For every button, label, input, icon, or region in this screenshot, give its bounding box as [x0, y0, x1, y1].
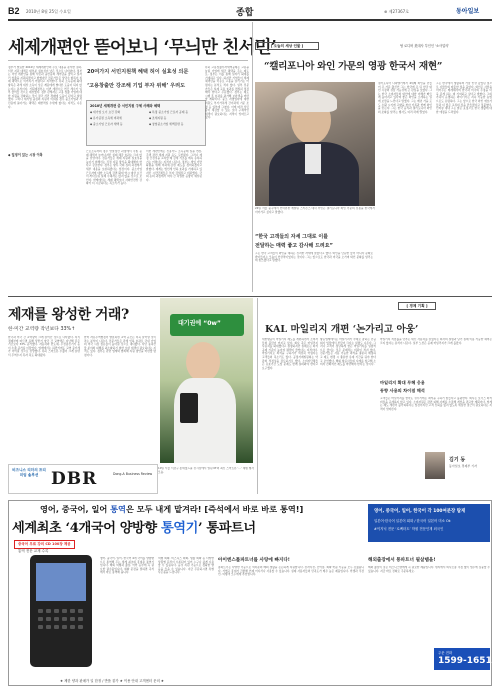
- interview-quote-headline-1: “한국 고객들의 자세 그대로 이를: [255, 234, 329, 240]
- device-key: [62, 617, 67, 621]
- translator-device-image: [30, 555, 92, 667]
- phone-ad-caption: 10일 서울 서초구 롯데월드몰 전시장에서 열린 KT의 최신 스마트폰 ‘...’ 체험 행사 모습.: [158, 467, 254, 474]
- edition-number: ⊕ 제27367호: [384, 9, 410, 14]
- ad-phone-number: 1599-1651: [438, 656, 492, 666]
- model-face: [186, 342, 220, 382]
- divider: [8, 60, 248, 61]
- ad-body-column-3: 통파트너는 다양한 기능으로 여러분의 해외 생활을 든든하게 지원합니다. 전자사전, 단어장, 회화 학습 기능을 모두 갖췄습니다. 가볍고 휴대가 간편해 언제 어디서나 사용할 수 있습니다. 실제 사용자들의 만족도가 매우 높은 제품입니다. 학생과 직장인, 여행객 모두에게 추천합니다.: [218, 566, 364, 577]
- ad-sub-label: 통역 전문 교재 수록: [18, 549, 49, 553]
- phone-ad-photo: [160, 298, 253, 463]
- info-item: ◆ 특정 중소기업 근로자 공제 등: [149, 110, 189, 114]
- econ-body-column-2: 항공업계에서는 마일리지가 부채로 잡히는 만큼 회사 입장에서 부담이 크다는 설명도 나온다. 그러나 고객이 정당하게 쌓은 마일리지를 일방적으로 줄이는 것은 문제라는 비판이 적지 않다. 전문가들은 사용 가능한 좌석을 충분히 배정하고 제도 변경 시 충분한 유예 기간을 둬야 한다고 조언했다. 해외 항공사들의 사례를 참고해 소비자 친화적인 제도를 마련해야 한다는 것이다.: [320, 338, 376, 367]
- info-item: ◆ 조세지원 등: [149, 116, 167, 120]
- second-headline: 제재를 왕성한 거래?: [8, 307, 129, 323]
- phone-device: [180, 393, 198, 423]
- lead-body-column-2: 근로소득자의 경우 연말정산 과정에서 각종 공제 혜택이 늘어나지만 실제 체감 효과는 크지 않을 전망이다. 전문가들은 세제 지원의 실효성을 높이기 위해서는 직접 지원 방식을 확대해야 한다고 강조한다. 정부는 향후 국회 심의 과정에서 세부 내용을 보완하겠다는 입장이다. 중소기업 근로자에 대한 소득세 감면 확대 역시 대상 요건이 까다로워 실제 수혜자는 많지 않을 것으로 보인다. 학계에서는 세제 혜택보다 사회안전망 강화가 더 시급하다는 목소리가 높다.: [86, 150, 142, 186]
- interview-photo: [255, 82, 375, 206]
- device-key: [46, 625, 51, 629]
- column-divider: [252, 22, 253, 292]
- ad-feature-1: 영어, 중국어, 일어, 한국어 각 100여분장 탑재: [374, 509, 466, 514]
- device-key: [62, 625, 67, 629]
- ad-body-column-4: 해외 출장이 잦은 비즈니스맨에게 꼭 필요한 제품입니다. 현지에서 의사소통 걱정 없이 업무에 집중할 수 있습니다. 지금 바로 전화로 주문하세요.: [368, 566, 490, 573]
- info-box-title: 2010년 세제개편 중 서민지원 구체 사례와 혜택: [90, 104, 161, 108]
- ad-feature-3: #이지닉 전문 ‘로팩터트’ 학원 전문인재 외국인: [374, 527, 444, 531]
- info-item: ◆ 중소기업 근로자 세액 등: [90, 122, 123, 126]
- newspaper-logo: 동아일보: [456, 8, 480, 15]
- person-shirt: [305, 144, 321, 174]
- ad-promo-1: 아이엔스툴파트너를 사랑에 빠지다!: [218, 558, 290, 563]
- device-key: [54, 609, 59, 613]
- dbr-tagline: 비즈니스 리더의 프리미엄 솔루션: [12, 468, 46, 477]
- device-key: [62, 609, 67, 613]
- second-body-column-2: 한미 자유무역협정이 발효되면 교역 규모는 더욱 늘어날 것이라는 분석이 나온다. 전문가들은 관세 인하 효과로 국내 기업의 미국 시장 점유율이 높아질 것으로 내다봤다. 다만 농축산물 분야의 피해를 최소화하기 위한 보완 대책이 필요하다는 지적도 있다. 정부는 관련 업계와 협의해 지원 방안을 마련할 방침이다.: [84, 336, 156, 357]
- dbr-name: Dong-A Business Review: [113, 472, 153, 476]
- device-key: [38, 617, 43, 621]
- column-divider: [257, 298, 258, 494]
- lead-body-column-3: 이번 개편안에는 신용카드 소득공제 일몰 연장, 주택 관련 세제 지원 등도 포함됐다. 그러나 재정 건전성을 고려할 때 감세 기조를 계속 유지하기는 어렵다는 지적이 나온다. 정부는 세입 기반 확충을 위해 비과세·감면 제도를 정비하겠다고 밝혔다. 재계는 법인세 인하 효과를 기대하고 있지만 시민단체들은 부자 감세라고 비판했다. 국회 논의 과정에서 여야 간 치열한 공방이 예상된다.: [146, 150, 202, 182]
- ad-phone-box[interactable]: [434, 648, 490, 670]
- econ-body-column-3: 마일리지 적립률을 낮추는 대신 사용처를 늘렸다는 회사의 설명과 달리 실제 이용 가능한 혜택은 크지 않다는 분석이 나온다. 일부 노선은 공제 마일리지가 크게 올랐다.: [380, 338, 492, 345]
- ad-footer: ★ 제한 양과 판매가 일 한정 / 반품 불가 ★ 이용 안내 고객센터 문의 ★: [60, 679, 164, 683]
- lead-subhead-1: 20여가지 서민지원책 혜택 허이 실효성 의문: [87, 69, 189, 75]
- author-name: 김기 동: [449, 457, 466, 463]
- device-key: [70, 609, 75, 613]
- dbr-logo: DBR: [51, 469, 98, 489]
- device-key: [46, 617, 51, 621]
- device-key: [54, 625, 59, 629]
- ad-phone-label: 주문 전화: [438, 651, 453, 655]
- interview-body-column-3: 그는 한국 고객들이 와인을 대하는 진지한 자세에 놀랐다고 했다. 와인을 단순한 술이 아니라 문화로 받아들이는 모습이 인상적이었다는 것이다. 그는 앞으로도 한국과 미국을 오가며 와인 문화를 알리는 데 힘쓰겠다고 말했다.: [255, 252, 373, 263]
- page-number: B2: [8, 6, 20, 16]
- author-photo: [425, 452, 445, 479]
- second-body-column-1: 한국과 미국 간 교역량이 크게 늘어난 것으로 나타났다. 지식경제부에 따르면 올해 상반기 양국 간 교역액은 지난해 같은 기간보다 33% 증가했다. 자동차와 반도체, 무선통신기기 등이 수출 증가를 이끌었다. 업계에서는 하반기에도 교역 증가세가 이어질 것으로 전망했다. 특히 스마트폰 수출이 크게 늘면서 무역수지 흑자 폭도 확대됐다.: [8, 336, 80, 357]
- interview-quote-headline-2: 전달하는 매력 좋고 감사해 드려요”: [255, 243, 333, 249]
- device-key: [78, 617, 83, 621]
- ad-bonus-label: 중국어 무료 강의 CD 100장 제공: [14, 540, 75, 549]
- ad-headline: 세계최초 ‘4개국어 양방향 통역기’ 통파트너: [12, 521, 256, 536]
- device-key: [46, 609, 51, 613]
- device-key: [54, 617, 59, 621]
- lead-body-column-4: 특히 고용창출투자세액공제는 고용을 늘린 기업에 세금 혜택을 주는 제도로, 정부는 이를 통해 일자리 확대를 기대하고 있다. 하지만 기업들이 세제 혜택만을 이유로 고용을 늘리기는 어렵다는 분석도 적지 않다. 일부 전문가들은 실제 고용 효과를 면밀히 점검해야 한다고 주문했다. 정부는 제도 시행 후 효과를 평가해 보완책을 마련할 계획이다. 중소 자영업자에 대한 지원도 부가가치세 간이과세 기준 조정 등 일부에 그쳤다. 이에 따라 서민층이 체감할 수 있는 보다 구체적인 대책이 필요하다는 지적이 잇따르고 있다.: [205, 66, 249, 120]
- econ-section-tag: [ 경제 기획 ]: [398, 302, 436, 310]
- econ-section-head-2: 동향 사용의 차이점 해석: [380, 388, 425, 393]
- device-screen: [36, 563, 86, 601]
- interview-section-tag: [ 오늘의 세상 인물 ]: [255, 42, 319, 50]
- interview-body-column-1: 캘리포니아 나파밸리에서 4대째 와인을 만들어 온 가문 출신인 그는 한국에 온 뒤 한국 와인 시장의 성장 가능성에 큰 관심을 보였다. 그는 한국 소비자들의 와인에 대한 이해가 빠르게 높아지고 있다며 좋은 와인을 소개하는 일에 보람을 느낀다고 말했다. 그는 매년 가을 포도 수확 시기에 고향을 찾아 가족과 함께 와인을 만든다. 그는 한국 음식과 캘리포니아 와인의 조화를 알리는 행사도 여러 차례 열었다.: [378, 82, 432, 114]
- interview-subtitle: 팀 로디버 美대사 부인인 ‘소사업의’: [400, 44, 450, 48]
- interview-body-column-2: 그는 한국에서 생활하며 가장 인상 깊었던 점으로 사람들의 따뜻한 정을 꼽았다. 와인은 사람을 이어주는 매개체라며 한국과 미국의 우정을 더욱 깊게 하는 데 기여하고 싶다고 밝혔다. 그의 가족이 운영하는 와이너리는 지속 가능한 농법으로도 유명하다. 그는 앞으로 한국 와인 애호가들과 더 많은 교류의 장을 만들겠다고 덧붙였다. 인터뷰 내내 그는 밝은 표정으로 한국 생활에 대한 애정을 드러냈다.: [436, 82, 492, 114]
- lead-headline: 세제개편안 뜯어보니 ‘무늬만 친서민’: [8, 38, 277, 58]
- ad-body-column-1: 영어, 중국어, 일어, 한국어 4개 국어를 양방향으로 통역해 주는 세계 최초의 휴대용 통역기입니다. 해외 여행과 출장, 어학 공부에 꼭 필요한 필수품입니다. 회화 문장을 말하면 즉석에서 바로 통역해 줍니다.: [100, 557, 154, 575]
- dbr-ad-box[interactable]: [8, 464, 158, 494]
- header-rule: [8, 19, 492, 21]
- device-key: [70, 625, 75, 629]
- info-item: ◆ 대기업 오너 요건 강화: [90, 110, 121, 114]
- device-key: [70, 617, 75, 621]
- device-key: [78, 625, 83, 629]
- section-title: 종합: [236, 8, 254, 18]
- second-subhead: 한·미간 교역량 작년보다 33%↑: [8, 327, 76, 332]
- photo-sign-text: 대기권에 “0w”: [178, 320, 221, 327]
- device-key: [38, 625, 43, 629]
- lead-body-column-1: 정부가 발표한 2010년 세제개편안의 주요 내용을 분석한 결과, 서민 지원 대책은 대부분 실효성이 낮은 것으로 나타났다. 정부는 이번 개편안을 통해 서민과 중산층의 세부담을 줄이고 일자리 창출을 지원하겠다고 밝혔지만 전문가들은 상당수 항목이 실제 혜택으로 이어지기 어렵다고 지적한다. 특히 소득공제 확대 항목은 과세 대상 소득이 낮은 계층에게 별다른 도움이 되지 않는다는 분석이다. 기획재정부는 이번 개편으로 연간 세수가 일부 줄어들 것으로 예상했다. 정부 관계자는 고용 창출 기업에 대한 지원을 강화하는 것이 결국 서민 경제에 도움이 된다고 설명했다. 그러나 대기업 중심의 지원이 이뤄질 경우 중소기업과 서민층에 돌아가는 혜택은 제한적일 수밖에 없다는 지적도 나온다.: [8, 66, 82, 109]
- econ-body-column-4: 고객들은 마일리지를 쌓아도 성수기에는 좌석을 구하기 힘들다고 불평한다. 회사는 보너스 좌석 비율을 공개하지 않고 있다. 소비자원은 관련 피해 사례를 수집해 개선을 권고할 계획이다. 업계는 제도 개편이 불가피하다는 입장이지만 고객 신뢰를 잃지 않도록 세심한 접근이 필요하다는 지적이 잇따른다.: [380, 397, 492, 411]
- interview-headline: “캘리포니아 와인 가문의 영광 한국서 재현”: [264, 61, 443, 72]
- econ-section-head-1: 마일리지 확대 무혜 응용: [380, 380, 425, 385]
- lead-box-label: ◆ 일정이 있는 시장 이목: [8, 153, 43, 157]
- person-hair: [285, 90, 337, 112]
- econ-body-column-1: 대한항공이 마일리지 제도를 개편하면서 소비자들의 불만이 커지고 있다. 회사 측은 마일리지 사용처를 확대했다고 설명하지만 실제로는 좌석 공제 기준이 높아져 혜택이 줄었다는 지적이다. 마일리지로 좌석을 구하기가 여전히 어렵다는 고객들의 목소리도 많다. 공정거래위원회는 약관의 적정성을 검토하기로 했다. 소비자단체들은 유효기간 도입 문제도 함께 살펴봐야 한다고 요구했다.: [262, 338, 318, 370]
- issue-date: 2010년 8월 25일 수요일: [26, 9, 71, 14]
- ad-promo-2: 해외출장에서 통파트너 필살템을!: [368, 558, 436, 563]
- lead-subhead-2: ‘고용창출만 강조해 기업 부자 위해’ 우려도: [87, 83, 186, 89]
- device-key: [38, 609, 43, 613]
- section-rule: [8, 296, 492, 297]
- ad-feature-2: 일본어·한국어 일본어 회화 / 한국어 일본어 미소 Ok: [374, 519, 451, 523]
- info-box: [86, 100, 206, 146]
- info-item: ◆ 유가증권 소득세 비과세: [90, 116, 122, 120]
- ad-feature-box: [368, 504, 490, 542]
- econ-headline: KAL 마일리지 개편 ‘논가리고 아웅’: [265, 324, 419, 335]
- ad-top-line: 영어, 중국어, 일어 통역은 모두 내게 맡겨라! [즉석에서 바로 바로 통역!]: [40, 504, 304, 514]
- author-title: 동아일보 경제부 기자: [449, 464, 477, 468]
- interview-photo-caption: 24일 서울 중구에서 인터뷰한 캐슬린 스티븐스 대사 부인은 캘리포니아 와인 가문의 전통을 한국에서 이어가고 싶다고 말했다.: [255, 207, 375, 214]
- info-item: ◆ 창업중소기업 세액감면 등: [149, 122, 184, 126]
- ad-body-column-2: 여행 회화, 비즈니스 회화, 생활 회화 등 다양한 상황별 문장이 수록되어 있어 누구나 쉽게 사용할 수 있습니다. 음성 지원 기능으로 정확한 발음을 들을 수 있습니다. 지금 주문하시면 특별 사은품을 드립니다.: [158, 557, 214, 575]
- device-key: [78, 609, 83, 613]
